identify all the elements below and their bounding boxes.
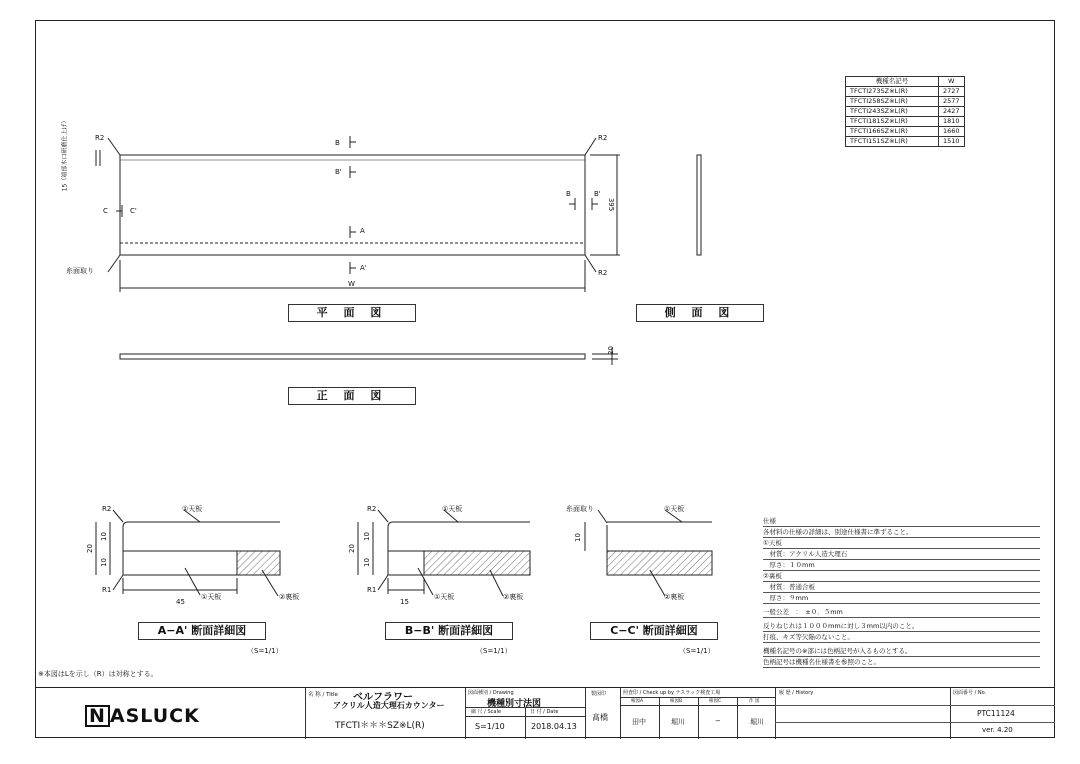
model-header-name: 機種名記号 [846,77,939,87]
dim-w: W [348,280,355,288]
marker-a: A [360,227,365,235]
marker-a-prime: A' [360,264,367,272]
sec-c-d10: 10 [573,533,582,542]
plan-r2-br: R2 [598,269,608,277]
sec-a-uraita: ②裏板 [279,593,300,601]
sec-b-scale: （S=1/1） [476,647,512,655]
sec-b-d10b: 10 [362,558,371,567]
spec-line: 色柄記号は機種名仕様書を参照のこと。 [763,657,1040,668]
sec-a-d45: 45 [176,598,185,606]
tb-scale: S=1/10 [475,722,505,731]
tb-check-val: 堀川 [671,718,685,726]
sec-b-d15: 15 [400,598,409,606]
tb-no-label: 図面番号 / No. [953,690,987,696]
tb-check-val: − [715,717,721,725]
sec-b-tenban-top: ①天板 [442,505,463,513]
tb-check-col: 作 図 [749,699,760,704]
tb-drawing: 機種別寸法図 [487,699,542,709]
tb-name-sub: アクリル人造大理石カウンター [333,701,445,710]
tb-no: PTC11124 [977,709,1015,718]
marker-b-prime: B' [335,168,342,176]
table-row: TFCTI273SZ※L(R) 2727 [846,87,965,97]
plan-itomen: 糸面取り [66,267,94,275]
sec-b-title: B−B' 断面詳細図 [385,622,513,640]
tb-date: 2018.04.13 [531,722,577,731]
spec-line: 材質：普通合板 [763,582,1040,593]
marker-b-right: B [566,190,571,198]
side-outline [697,155,701,255]
spec-line: 各材料の仕様の詳細は、別途仕様書に準ずること。 [763,527,1040,538]
sec-b-tenban-bottom: ①天板 [434,593,455,601]
sec-b-r2: R2 [367,505,377,513]
sec-c-tenban-top: ①天板 [664,505,685,513]
sec-b-d10a: 10 [362,532,371,541]
plan-outline [120,155,585,255]
table-row: TFCTI243SZ※L(R) 2427 [846,107,965,117]
dim-395: 395 [607,197,616,212]
plan-title: 平 面 図 [288,304,416,322]
plan-r2-tl: R2 [95,134,105,142]
sec-a-r2: R2 [102,505,112,513]
sec-a-r1: R1 [102,586,112,594]
tb-check-label: 照査印 / Check up by ナスラック検査工場 [623,690,721,696]
tb-check-val: 田中 [632,718,646,726]
dim-20: 20 [606,346,615,355]
tb-check-val: 堀川 [750,718,764,726]
marker-b: B [335,139,340,147]
tb-drawn-label: 製図印 [591,691,607,697]
tb-scale-label: 縮 尺 / Scale [471,709,501,715]
sec-a-d10a: 10 [99,532,108,541]
sec-a-top [123,522,280,527]
spec-line: 材質：アクリル人造大理石 [763,549,1040,560]
plan-r2-tr: R2 [598,134,608,142]
sec-a-scale: （S=1/1） [247,647,283,655]
spec-line: 反りねじれは１０００mmに対し３mm以内のこと。 [763,621,1040,632]
tb-name-main: ベルフラワー [353,692,413,703]
tb-drawn: 髙橋 [592,713,608,722]
sec-a-tenban-top: ①天板 [182,505,203,513]
tb-history-label: 履 歴 / History [779,690,814,696]
sec-a-d10b: 10 [99,558,108,567]
tb-check-col: 検図A [631,699,644,704]
marker-c-prime: C' [130,207,137,215]
tb-drawing-label: 図面種別 / Drawing [468,690,514,696]
spec-line: ②裏板 [763,571,1040,582]
sec-a-d20: 20 [85,544,94,553]
spec-line: 厚さ：９mm [763,593,1040,604]
spec-line: 打痕、キズ等欠陥のないこと。 [763,632,1040,643]
tb-name-label: 名 称 / Title [308,692,338,698]
spec-line: ①天板 [763,538,1040,549]
sec-b-r1: R1 [367,586,377,594]
tb-check-col: 検図C [709,699,722,704]
spec-line: 厚さ：１０mm [763,560,1040,571]
table-row: TFCTI151SZ※L(R) 1510 [846,137,965,147]
tb-date-label: 日 付 / Date [530,709,559,715]
nasluck-logo: N ASLUCK [85,705,200,727]
table-row: TFCTI181SZ※L(R) 1810 [846,117,965,127]
sec-b-uraita: ②裏板 [503,593,524,601]
spec-line: 仕様 [763,516,1040,527]
note-symmetric: ※本図はLを示し（R）は対称とする。 [38,670,158,678]
table-row: TFCTI258SZ※L(R) 2577 [846,97,965,107]
tb-model: TFCTI＊＊＊SZ※L(R) [335,721,425,731]
model-header-w: W [939,77,965,87]
sec-c-itomen: 糸面取り [566,505,594,513]
sec-a-title: A−A' 断面詳細図 [138,622,266,640]
sec-b-d20: 20 [347,544,356,553]
table-row: TFCTI166SZ※L(R) 1660 [846,127,965,137]
sec-c-uraita: ②裏板 [664,593,685,601]
marker-b-prime-right: B' [594,190,601,198]
sec-c-title: C−C' 断面詳細図 [590,622,718,640]
spec-line: 機種名記号の※部には色柄記号が入るものとする。 [763,646,1040,657]
tb-ver: ver. 4.20 [982,726,1013,734]
model-table [845,76,965,147]
marker-c: C [103,207,108,215]
spec-block [763,516,1040,668]
edge-note: 15（端部木口研磨仕上げ） [61,117,69,192]
spec-line: 一般公差 ： ±０．５mm [763,607,1040,618]
sec-a-tenban-bottom: ①天板 [201,593,222,601]
front-title: 正 面 図 [288,387,416,405]
front-outline [120,354,585,359]
tb-check-col: 検図B [670,699,683,704]
side-title: 側 面 図 [636,304,764,322]
sec-c-scale: （S=1/1） [679,647,715,655]
